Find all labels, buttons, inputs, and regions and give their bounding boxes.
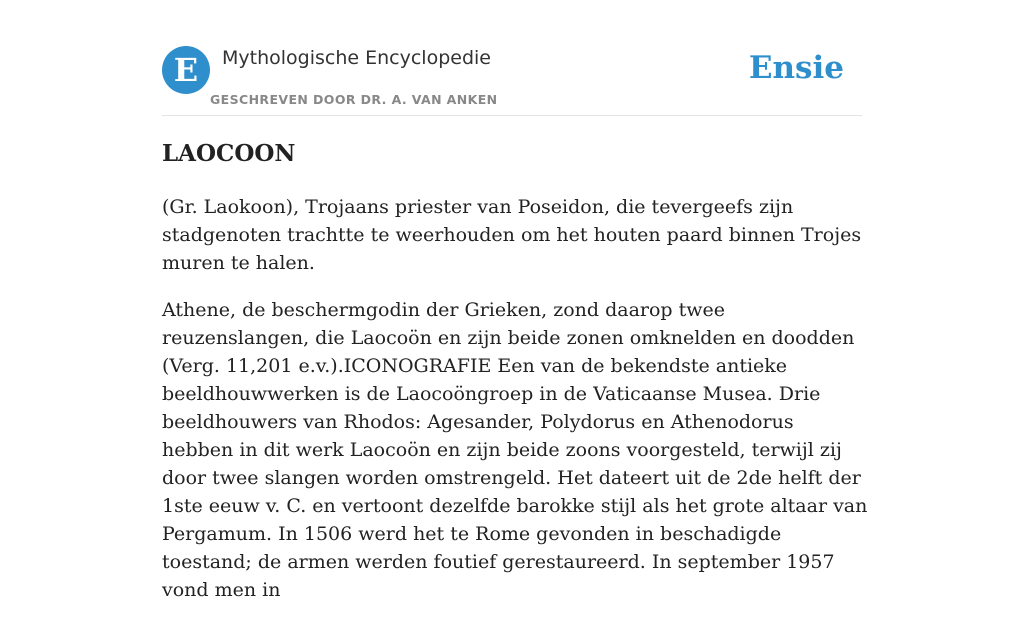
ensie-brand-logo[interactable]: Ensie: [748, 50, 844, 86]
encyclopedia-logo-icon[interactable]: E: [162, 46, 210, 94]
entry-body: [162, 193, 868, 623]
entry-title: LAOCOON: [162, 140, 296, 167]
site-header: [162, 46, 862, 116]
author-byline[interactable]: GESCHREVEN DOOR DR. A. VAN ANKEN: [210, 92, 498, 107]
book-title-link[interactable]: Mythologische Encyclopedie: [222, 47, 491, 69]
entry-paragraph: Athene, de beschermgodin der Grieken, zond daarop twee reuzenslangen, die Laocoön en zijn beide zonen omknelden en doodden (Verg. 11,201 e.v.).ICONOGRAFIE Een van de bekendste antieke beeldhouwwerken is de Laocoöngroep in de Vaticaanse Musea. Drie beeldhouwers van Rhodos: Agesander, Polydorus en Athenodorus hebben in dit werk Laocoön en zijn beide zoons voorgesteld, terwijl zij door twee slangen worden omstrengeld. Het dateert uit de 2de helft der 1ste eeuw v. C. en vertoont dezelfde barokke stijl als het grote altaar van Pergamum. In 1506 werd het te Rome gevonden in beschadigde toestand; de armen werden foutief gerestaureerd. In september 1957 vond men in: [162, 299, 868, 601]
entry-paragraph: (Gr. Laokoon), Trojaans priester van Poseidon, die tevergeefs zijn stadgenoten trachtte te weerhouden om het houten paard binnen Trojes muren te halen.: [162, 196, 862, 274]
